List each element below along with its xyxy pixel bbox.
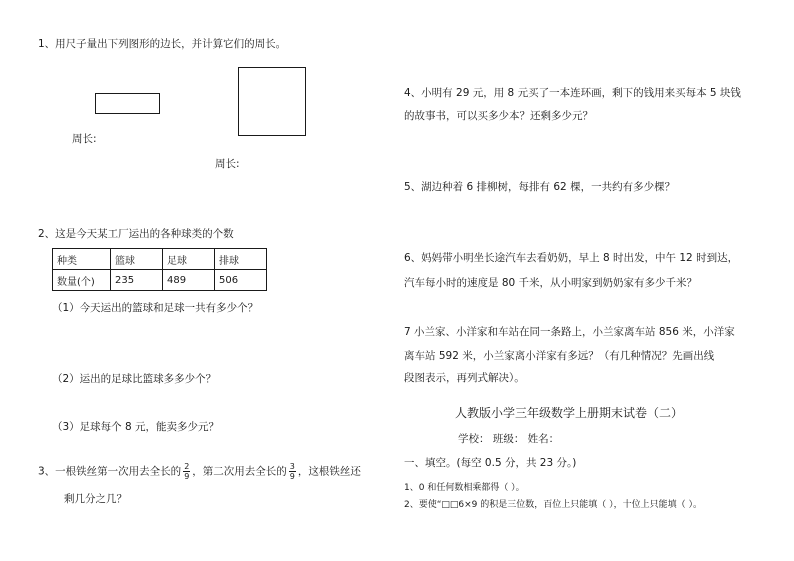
question-2-sub-2: （2）运出的足球比篮球多多少个？ xyxy=(52,373,217,385)
question-7-line-3: 段图表示，再列式解决）。 xyxy=(404,372,525,384)
rectangle-shape xyxy=(95,93,160,114)
table-cell: 种类 xyxy=(53,249,111,270)
question-4-line-1: 4、小明有 29 元，用 8 元买了一本连环画，剩下的钱用来买每本 5 块钱 xyxy=(404,87,741,99)
exam-student-info: 学校： 班级： 姓名： xyxy=(458,433,560,445)
exam-title: 人教版小学三年级数学上册期末试卷（二） xyxy=(455,406,684,420)
fraction-two-ninths xyxy=(183,462,190,481)
table-row xyxy=(53,249,267,270)
table-cell: 506 xyxy=(215,270,267,291)
question-6-line-2: 汽车每小时的速度是 80 千米，从小明家到奶奶家有多少千米？ xyxy=(404,277,698,289)
question-3-part-1: 3、一根铁丝第一次用去全长的 xyxy=(38,465,182,478)
table-cell: 足球 xyxy=(163,249,215,270)
question-4-line-2: 的故事书，可以买多少本？还剩多少元？ xyxy=(404,110,593,122)
section-fill-in-blank: 一、填空。(每空 0.5 分，共 23 分。) xyxy=(404,457,577,469)
table-cell: 235 xyxy=(111,270,163,291)
question-3-line-1 xyxy=(38,462,361,481)
table-cell: 489 xyxy=(163,270,215,291)
square-shape xyxy=(238,67,306,136)
question-7-line-2: 离车站 592 米，小兰家离小洋家有多远？（有几种情况？先画出线 xyxy=(404,350,715,362)
fill-in-item-1: 1、0 和任何数相乘都得（ ）。 xyxy=(404,483,525,493)
question-2-sub-3: （3）足球每个 8 元，能卖多少元？ xyxy=(52,421,220,433)
fraction-three-ninths xyxy=(289,462,296,481)
table-row xyxy=(53,270,267,291)
fraction-numerator: 2 xyxy=(184,462,190,471)
question-3-part-2: ，第二次用去全长的 xyxy=(192,465,287,478)
table-cell: 数量(个) xyxy=(53,270,111,291)
table-cell: 排球 xyxy=(215,249,267,270)
table-cell: 篮球 xyxy=(111,249,163,270)
question-6-line-1: 6、妈妈带小明坐长途汽车去看奶奶，早上 8 时出发，中午 12 时到达， xyxy=(404,252,739,264)
fraction-denominator: 9 xyxy=(184,472,190,481)
question-3-line-2: 剩几分之几？ xyxy=(64,493,127,505)
fraction-numerator: 3 xyxy=(289,462,295,471)
question-3-part-3: ，这根铁丝还 xyxy=(297,465,361,478)
question-5: 5、湖边种着 6 排柳树，每排有 62 棵，一共约有多少棵？ xyxy=(404,181,676,193)
question-2-sub-1: （1）今天运出的篮球和足球一共有多少个？ xyxy=(52,302,259,314)
perimeter-label-square: 周长: xyxy=(215,158,240,170)
perimeter-label-rectangle: 周长: xyxy=(72,133,97,145)
question-7-line-1: 7 小兰家、小洋家和车站在同一条路上，小兰家离车站 856 米，小洋家 xyxy=(404,326,735,338)
question-1: 1、用尺子量出下列图形的边长，并计算它们的周长。 xyxy=(38,38,287,50)
question-2: 2、这是今天某工厂运出的各种球类的个数 xyxy=(38,228,234,240)
ball-count-table xyxy=(52,248,267,291)
fill-in-item-2: 2、要使“□□6×9 的积是三位数，百位上只能填（ ），十位上只能填（ ）。 xyxy=(404,500,702,510)
fraction-denominator: 9 xyxy=(289,472,295,481)
